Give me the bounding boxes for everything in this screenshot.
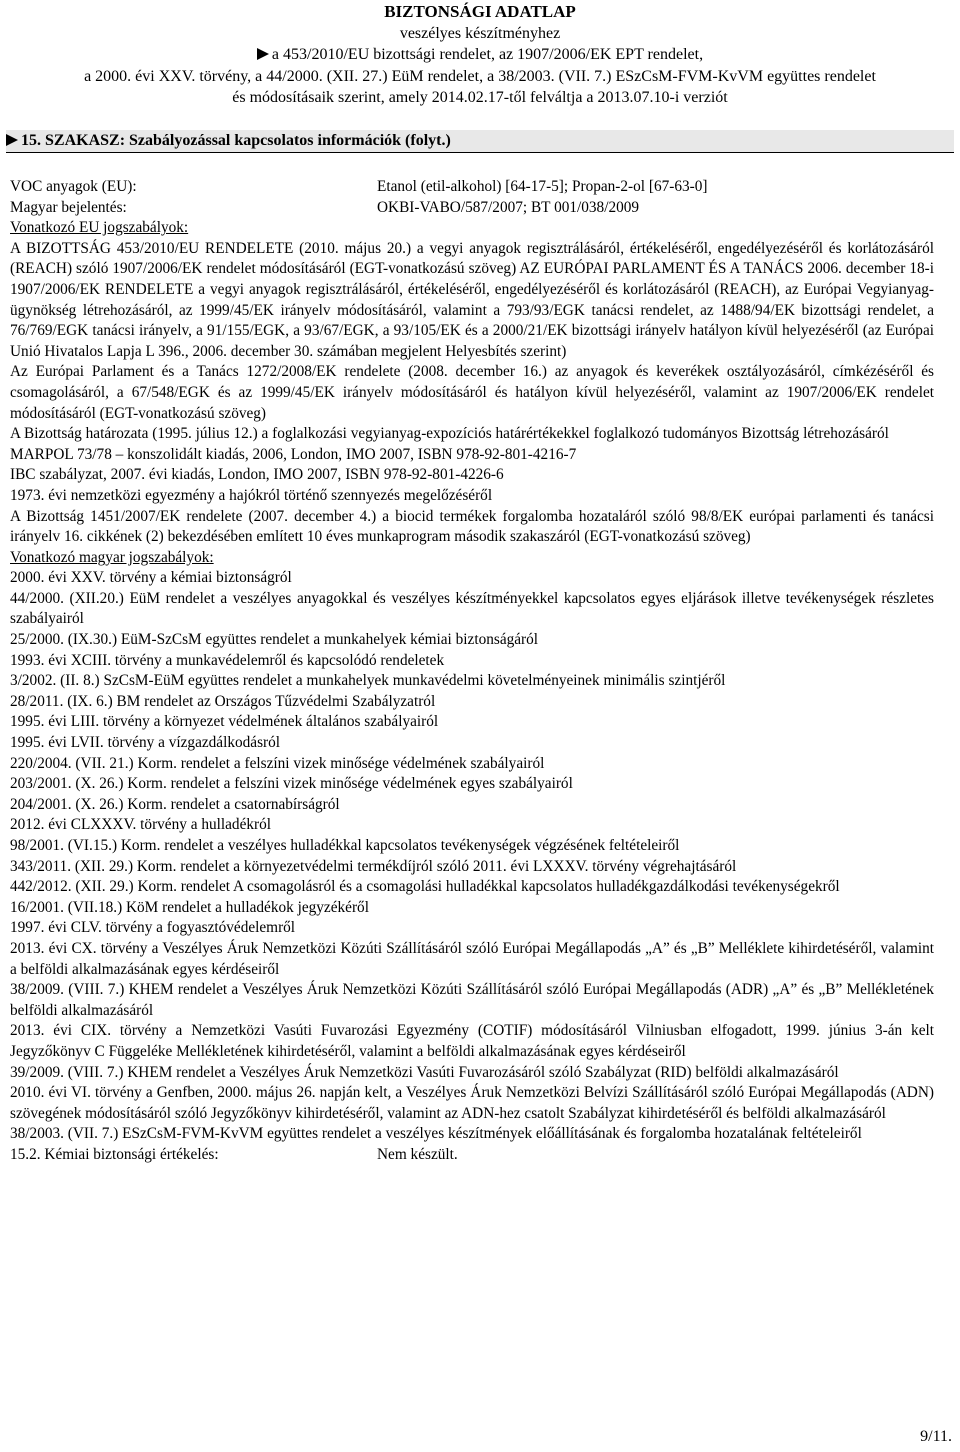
eu-legislation-text: A BIZOTTSÁG 453/2010/EU RENDELETE (2010. május 20.) a vegyi anyagok regisztrálásáról, értékeléséről, engedélyezéséről és korlátozásáról (REACH) szóló 1907/2006/EK rendelet módosításáról (EGT-vonatkozású szöveg) AZ EURÓPAI PARLAMENT ÉS A TANÁCS 2006. december 18-i 1907/2006/EK RENDELETE a vegyi anyagok regisztrálásáról, értékeléséről, engedélyezéséről és korlátozásáról (REACH), az Európai Vegyianyag-ügynökség létrehozásáról, az 1999/45/EK irányelv módosításáról, valamint a 793/93/EGK tanácsi rendelet, az 1488/94/EK bizottsági rendelet, a 76/769/EGK tanácsi irányelv, a 91/155/EGK, a 93/67/EGK, a 93/105/EK és a 2000/21/EK bizottsági irányelv hatályon kívül helyezéséről (az Európai Unió Hivatalos Lapja L 396., 2006. december 30. számában megjelent Helyesbítés szerint) — [10, 239, 934, 360]
hu-item: 1995. évi LIII. törvény a környezet védelmének általános szabályairól — [10, 713, 439, 731]
hu-item: 44/2000. (XII.20.) EüM rendelet a veszélyes anyagokkal és veszélyes készítményekkel kapcsolatos egyes eljárások illetve tevékenységek részletes szabályairól — [10, 589, 934, 628]
hu-item: 204/2001. (X. 26.) Korm. rendelet a csatornabírságról — [10, 795, 340, 813]
eu-item: Az Európai Parlament és a Tanács 1272/2008/EK rendelete (2008. december 16.) az anyagok és keverékek osztályozásáról, címkézéséről és csomagolásáról, a 67/548/EGK és az 1999/45/EK irányelv módosításáról és hatályon kívül helyezéséről, valamint az 1907/2006/EK rendelet módosításáról (EGT-vonatkozású szöveg) — [10, 363, 934, 422]
header-line-3: a 2000. évi XXV. törvény, a 44/2000. (XII. 27.) EüM rendelet, a 38/2003. (VII. 7.) ESzCsM-FVM-KvVM együttes rendelet — [84, 67, 876, 85]
section-heading — [6, 130, 954, 153]
hu-item: 442/2012. (XII. 29.) Korm. rendelet A csomagolásról és a csomagolási hulladékkal kapcsolatos hulladékgazdálkodási tevékenységekről — [10, 878, 840, 896]
hu-legislation-heading: Vonatkozó magyar jogszabályok: — [10, 548, 214, 566]
header-line-1: veszélyes készítményhez — [399, 24, 561, 42]
hu-notification-label: Magyar bejelentés: — [10, 198, 127, 216]
assessment-value: Nem készült. — [377, 1145, 458, 1163]
eu-legislation-heading: Vonatkozó EU jogszabályok: — [10, 219, 189, 237]
arrow-right-icon — [6, 134, 18, 146]
voc-label: VOC anyagok (EU): — [10, 178, 137, 195]
hu-item: 2010. évi VI. törvény a Genfben, 2000. május 26. napján kelt, a Veszélyes Áruk Nemzetközi Belvízi Szállításáról szóló Európai Megállapodás (ADN) szövegének módosításáról szóló Jegyzőkönyv kihirdetéséről, valamint az ADN-hez csatolt Szabályzat kihirdetéséről és belföldi alkalmazásáról — [10, 1084, 934, 1122]
hu-item: 16/2001. (VII.18.) KöM rendelet a hulladékok jegyzékéről — [10, 898, 369, 916]
section-title: 15. SZAKASZ: Szabályozással kapcsolatos információk (folyt.) — [21, 132, 451, 149]
header-line-2: a 453/2010/EU bizottsági rendelet, az 1907/2006/EK EPT rendelet, — [0, 44, 960, 66]
hu-item: 38/2003. (VII. 7.) ESzCsM-FVM-KvVM együttes rendelet a veszélyes készítmények előállításának és forgalomba hozatalának feltételeiről — [10, 1125, 862, 1143]
hu-item: 3/2002. (II. 8.) SzCsM-EüM együttes rendelet a munkahelyek munkavédelmi követelményeinek minimális szintjéről — [10, 672, 726, 690]
eu-item: A Bizottság 1451/2007/EK rendelete (2007. december 4.) a biocid termékek forgalomba hozataláról szóló 98/8/EK európai parlamenti és tanácsi irányelv 16. cikkének (2) bekezdésében említett 10 éves munkaprogram második szakaszáról (EGT-vonatkozású szöveg) — [10, 507, 934, 546]
section-body — [10, 177, 934, 1166]
hu-item: 343/2011. (XII. 29.) Korm. rendelet a környezetvédelmi termékdíjról szóló 2011. évi LXXXV. törvény végrehajtásáról — [10, 857, 737, 875]
hu-item: 203/2001. (X. 26.) Korm. rendelet a felszíni vizek minősége védelmének egyes szabályairól — [10, 775, 573, 793]
eu-item: 1973. évi nemzetközi egyezmény a hajókról történő szennyezés megelőzéséről — [10, 486, 493, 504]
hu-item: 1993. évi XCIII. törvény a munkavédelemről és kapcsolódó rendeletek — [10, 651, 445, 669]
header-line-4: és módosításaik szerint, amely 2014.02.17-től felváltja a 2013.07.10-i verziót — [232, 89, 728, 106]
hu-item: 220/2004. (VII. 21.) Korm. rendelet a felszíni vizek minősége védelmének szabályairól — [10, 754, 545, 772]
hu-notification-value: OKBI-VABO/587/2007; BT 001/038/2009 — [377, 198, 640, 216]
hu-item: 2012. évi CLXXXV. törvény a hulladékról — [10, 816, 271, 834]
hu-notification-row — [10, 198, 934, 219]
hu-item: 1997. évi CLV. törvény a fogyasztóvédelemről — [10, 919, 296, 937]
document-title: BIZTONSÁGI ADATLAP — [384, 2, 576, 21]
hu-item: 38/2009. (VIII. 7.) KHEM rendelet a Veszélyes Áruk Nemzetközi Közúti Szállításáról szóló Európai Megállapodás (ADR) „A” és „B” Mellékletének belföldi alkalmazásáról — [10, 981, 934, 1019]
assessment-row — [10, 1145, 934, 1166]
eu-item: MARPOL 73/78 – konszolidált kiadás, 2006, London, IMO 2007, ISBN 978-92-801-4216-7 — [10, 445, 577, 463]
hu-item: 1995. évi LVII. törvény a vízgazdálkodásról — [10, 734, 281, 752]
hu-item: 2013. évi CIX. törvény a Nemzetközi Vasúti Fuvarozási Egyezmény (COTIF) módosításáról Vilniusban elfogadott, 1999. június 3-án kelt Jegyzőkönyv C Függeléke Mellékletének kihirdetéséről, valamint a belföldi alkalmazásának egyes kérdéseiről — [10, 1022, 934, 1060]
hu-item: 98/2001. (VI.15.) Korm. rendelet a veszélyes hulladékkal kapcsolatos tevékenységek végzésének feltételeiről — [10, 837, 680, 854]
eu-item: IBC szabályzat, 2007. évi kiadás, London, IMO 2007, ISBN 978-92-801-4226-6 — [10, 466, 504, 484]
page-number: 9/11. — [920, 1428, 952, 1445]
assessment-label: 15.2. Kémiai biztonsági értékelés: — [10, 1145, 219, 1163]
voc-row — [10, 177, 934, 198]
arrow-right-icon — [257, 48, 269, 60]
hu-item: 28/2011. (IX. 6.) BM rendelet az Országos Tűzvédelmi Szabályzatról — [10, 692, 436, 710]
hu-item: 39/2009. (VIII. 7.) KHEM rendelet a Veszélyes Áruk Nemzetközi Vasúti Fuvarozásáról szóló Szabályzat (RID) belföldi alkalmazásáról — [10, 1063, 839, 1081]
hu-item: 2000. évi XXV. törvény a kémiai biztonságról — [10, 569, 292, 587]
voc-value: Etanol (etil-alkohol) [64-17-5]; Propan-2-ol [67-63-0] — [377, 178, 708, 195]
hu-item: 25/2000. (IX.30.) EüM-SzCsM együttes rendelet a munkahelyek kémiai biztonságáról — [10, 631, 539, 649]
hu-item: 2013. évi CX. törvény a Veszélyes Áruk Nemzetközi Közúti Szállításáról szóló Európai Megállapodás „A” és „B” Melléklete kihirdetéséről, valamint a belföldi alkalmazásának egyes kérdéseiről — [10, 939, 934, 978]
eu-item: A Bizottság határozata (1995. július 12.) a foglalkozási vegyianyag-expozíciós határértékekkel foglalkozó tudományos Bizottság létrehozásáról — [10, 425, 889, 443]
document-header — [0, 0, 960, 109]
